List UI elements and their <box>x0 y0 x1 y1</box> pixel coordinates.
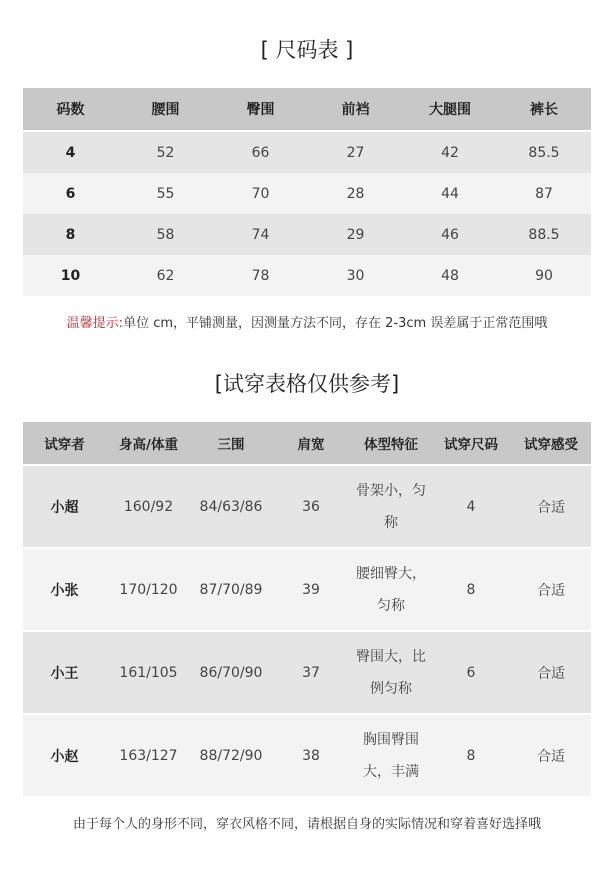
header-hip: 臀围 <box>213 88 308 131</box>
table-cell: 85.5 <box>497 131 591 173</box>
table-cell: 160/92 <box>106 465 191 548</box>
table-cell: 合适 <box>511 465 591 548</box>
trial-chart-header-row <box>23 422 591 465</box>
table-cell: 臀围大，比例匀称 <box>351 631 431 714</box>
table-cell: 骨架小，匀称 <box>351 465 431 548</box>
table-cell: 90 <box>497 255 591 296</box>
measurement-tip <box>0 312 614 331</box>
table-cell: 合适 <box>511 714 591 797</box>
table-cell: 胸围臀围大，丰满 <box>351 714 431 797</box>
table-cell: 42 <box>403 131 497 173</box>
table-cell: 87/70/89 <box>191 548 271 631</box>
table-row <box>23 255 591 296</box>
header-tester: 试穿者 <box>23 422 106 465</box>
table-cell: 8 <box>431 714 511 797</box>
table-cell: 小王 <box>23 631 106 714</box>
table-cell: 30 <box>308 255 403 296</box>
table-cell: 小赵 <box>23 714 106 797</box>
table-row <box>23 173 591 214</box>
table-row <box>23 465 591 548</box>
header-front-rise: 前裆 <box>308 88 403 131</box>
table-row <box>23 631 591 714</box>
header-measurements: 三围 <box>191 422 271 465</box>
table-cell: 38 <box>271 714 351 797</box>
table-cell: 合适 <box>511 631 591 714</box>
header-thigh: 大腿围 <box>403 88 497 131</box>
table-cell: 48 <box>403 255 497 296</box>
tip-label: 温馨提示: <box>66 316 124 331</box>
table-cell: 4 <box>431 465 511 548</box>
table-cell: 170/120 <box>106 548 191 631</box>
table-row <box>23 214 591 255</box>
table-cell: 37 <box>271 631 351 714</box>
table-cell: 84/63/86 <box>191 465 271 548</box>
table-cell: 6 <box>431 631 511 714</box>
size-chart-table <box>23 88 591 296</box>
table-cell: 28 <box>308 173 403 214</box>
table-cell: 合适 <box>511 548 591 631</box>
table-cell: 10 <box>23 255 118 296</box>
table-cell: 腰细臀大，匀称 <box>351 548 431 631</box>
header-trial-size: 试穿尺码 <box>431 422 511 465</box>
table-cell: 161/105 <box>106 631 191 714</box>
table-cell: 58 <box>118 214 213 255</box>
table-cell: 8 <box>431 548 511 631</box>
table-cell: 36 <box>271 465 351 548</box>
footer-note: 由于每个人的身形不同，穿衣风格不同，请根据自身的实际情况和穿着喜好选择哦 <box>72 817 541 832</box>
table-row <box>23 714 591 797</box>
table-cell: 87 <box>497 173 591 214</box>
table-cell: 44 <box>403 173 497 214</box>
table-cell: 163/127 <box>106 714 191 797</box>
header-shoulder: 肩宽 <box>271 422 351 465</box>
trial-chart-title: [试穿表格仅供参考] <box>214 372 400 396</box>
table-cell: 55 <box>118 173 213 214</box>
table-cell: 29 <box>308 214 403 255</box>
table-cell: 78 <box>213 255 308 296</box>
trial-chart-table <box>23 422 591 798</box>
header-length: 裤长 <box>497 88 591 131</box>
table-cell: 88.5 <box>497 214 591 255</box>
table-cell: 小超 <box>23 465 106 548</box>
table-cell: 88/72/90 <box>191 714 271 797</box>
header-size: 码数 <box>23 88 118 131</box>
table-row <box>23 548 591 631</box>
table-cell: 70 <box>213 173 308 214</box>
table-cell: 86/70/90 <box>191 631 271 714</box>
table-row <box>23 131 591 173</box>
header-fit-feedback: 试穿感受 <box>511 422 591 465</box>
size-chart-header-row <box>23 88 591 131</box>
header-height-weight: 身高/体重 <box>106 422 191 465</box>
table-cell: 6 <box>23 173 118 214</box>
table-cell: 46 <box>403 214 497 255</box>
table-cell: 66 <box>213 131 308 173</box>
tip-text: 单位 cm，平铺测量，因测量方法不同，存在 2-3cm 误差属于正常范围哦 <box>123 316 548 331</box>
table-cell: 62 <box>118 255 213 296</box>
table-cell: 小张 <box>23 548 106 631</box>
table-cell: 4 <box>23 131 118 173</box>
table-cell: 8 <box>23 214 118 255</box>
table-cell: 39 <box>271 548 351 631</box>
header-waist: 腰围 <box>118 88 213 131</box>
table-cell: 52 <box>118 131 213 173</box>
header-body-type: 体型特征 <box>351 422 431 465</box>
table-cell: 27 <box>308 131 403 173</box>
size-chart-title: [ 尺码表 ] <box>260 38 354 62</box>
table-cell: 74 <box>213 214 308 255</box>
